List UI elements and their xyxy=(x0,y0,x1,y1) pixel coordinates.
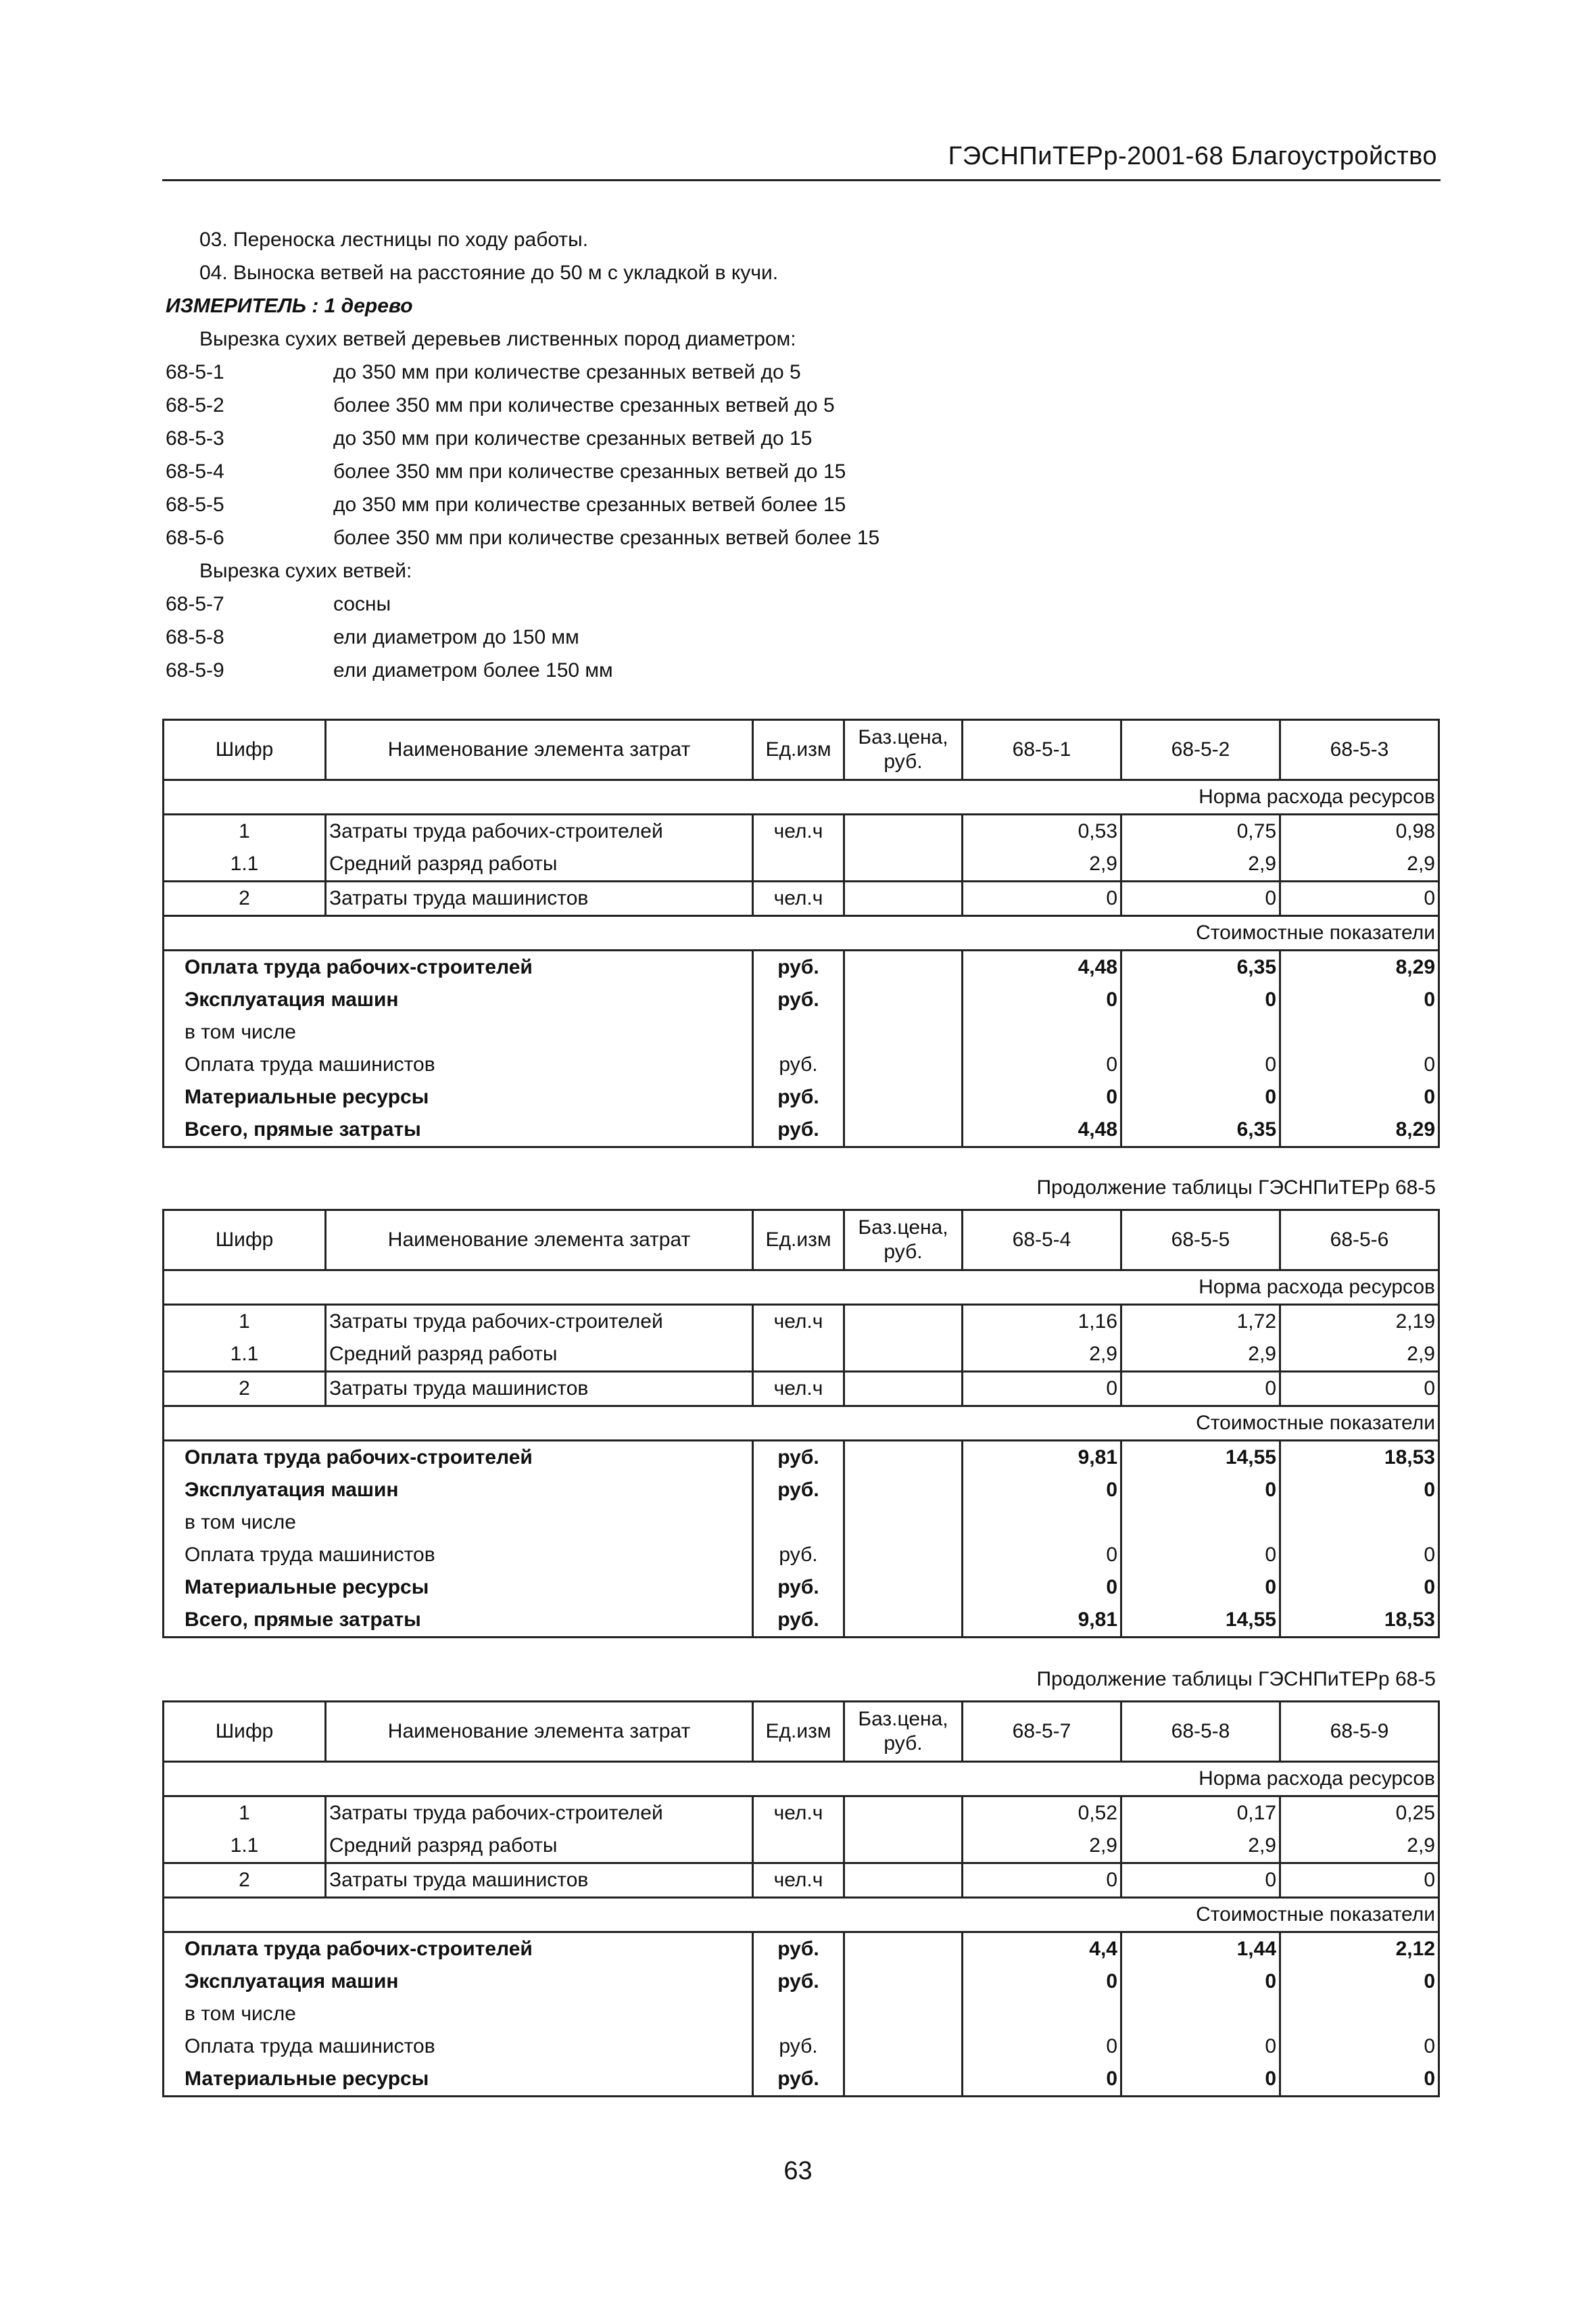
cost-unit: руб. xyxy=(753,2030,844,2063)
cost-name: Оплата труда машинистов xyxy=(164,1049,753,1081)
base-price-currency: руб. xyxy=(884,1732,923,1755)
row-name: Средний разряд работы xyxy=(326,1338,753,1372)
measure-unit: ИЗМЕРИТЕЛЬ : 1 дерево xyxy=(166,295,413,317)
work-description: более 350 мм при количестве срезанных ветвей более 15 xyxy=(333,527,880,549)
value-cell: 0,25 xyxy=(1395,1802,1435,1824)
row-name: Затраты труда рабочих-строителей xyxy=(326,1796,753,1830)
row-code: 1 xyxy=(164,1305,326,1339)
table-row xyxy=(164,1474,1439,1506)
row-name: Затраты труда машинистов xyxy=(326,1372,753,1406)
cost-unit: руб. xyxy=(753,1539,844,1571)
value-cell: 2,9 xyxy=(1121,1830,1280,1863)
section-row-costs xyxy=(164,1406,1439,1441)
row-code: 2 xyxy=(164,882,326,916)
value-cell: 0 xyxy=(963,2030,1121,2063)
table-row xyxy=(164,1338,1439,1372)
base-price-cell xyxy=(844,1441,963,1475)
cost-unit: руб. xyxy=(753,2063,844,2097)
row-code: 1.1 xyxy=(164,848,326,882)
value-cell: 8,29 xyxy=(1395,956,1435,978)
value-cell: 0 xyxy=(1121,1474,1280,1506)
value-cell: 6,35 xyxy=(1121,951,1280,984)
base-price-cell xyxy=(844,882,963,916)
row-unit xyxy=(753,1338,844,1372)
cost-unit: руб. xyxy=(753,984,844,1016)
work-step-item: 03. Переноска лестницы по ходу работы. xyxy=(199,229,589,251)
section-label: Норма расхода ресурсов xyxy=(164,1270,1439,1305)
table-row xyxy=(164,2030,1439,2063)
table-row xyxy=(164,1998,1439,2030)
table-row xyxy=(164,951,1439,984)
work-code: 68-5-1 xyxy=(166,361,224,383)
work-code: 68-5-6 xyxy=(166,527,224,549)
col-header-rate: 68-5-1 xyxy=(963,720,1121,780)
value-cell: 0 xyxy=(963,1372,1121,1406)
row-code: 2 xyxy=(164,1372,326,1406)
value-cell: 0,53 xyxy=(963,815,1121,849)
value-cell: 0 xyxy=(1424,2068,1435,2090)
work-description: до 350 мм при количестве срезанных ветвей до 15 xyxy=(333,427,813,450)
value-cell: 0 xyxy=(1121,1372,1280,1406)
col-header-base-price xyxy=(844,720,963,780)
base-price-label: Баз.цена, xyxy=(858,726,948,748)
value-cell: 2,19 xyxy=(1395,1310,1435,1333)
base-price-cell xyxy=(844,1372,963,1406)
value-cell xyxy=(1280,1016,1439,1049)
base-price-cell xyxy=(844,848,963,882)
value-cell xyxy=(963,1016,1121,1049)
section-row-norms xyxy=(164,1762,1439,1796)
table-row xyxy=(164,1305,1439,1339)
table-row xyxy=(164,815,1439,849)
value-cell: 0,52 xyxy=(963,1796,1121,1830)
work-item xyxy=(166,654,1450,687)
row-unit: чел.ч xyxy=(753,815,844,849)
col-header-rate: 68-5-5 xyxy=(1121,1210,1280,1270)
section-row-norms xyxy=(164,1270,1439,1305)
base-price-cell xyxy=(844,2030,963,2063)
resource-table-3 xyxy=(162,1700,1440,2097)
cost-unit: руб. xyxy=(753,1965,844,1998)
value-cell: 0 xyxy=(1280,1863,1439,1898)
value-cell: 0 xyxy=(1280,1372,1439,1406)
work-description: до 350 мм при количестве срезанных ветвей более 15 xyxy=(333,494,846,516)
work-description: более 350 мм при количестве срезанных ветвей до 5 xyxy=(333,394,835,416)
cost-unit xyxy=(753,1016,844,1049)
cost-name: Оплата труда рабочих-строителей xyxy=(164,951,753,984)
cost-unit: руб. xyxy=(753,1604,844,1638)
section-row-costs xyxy=(164,916,1439,951)
col-header-unit: Ед.изм xyxy=(753,1210,844,1270)
value-cell: 14,55 xyxy=(1121,1604,1280,1638)
row-code: 1 xyxy=(164,1796,326,1830)
value-cell: 2,9 xyxy=(963,1338,1121,1372)
value-cell xyxy=(1280,1506,1439,1539)
value-cell: 0 xyxy=(1121,882,1280,916)
table-row xyxy=(164,1016,1439,1049)
value-cell: 0 xyxy=(963,882,1121,916)
cost-unit: руб. xyxy=(753,1571,844,1604)
col-header-rate: 68-5-9 xyxy=(1280,1702,1439,1762)
value-cell: 0 xyxy=(1121,984,1280,1016)
work-item xyxy=(166,488,1450,521)
base-price-cell xyxy=(844,1604,963,1638)
base-price-cell xyxy=(844,1796,963,1830)
row-unit xyxy=(753,848,844,882)
work-code: 68-5-3 xyxy=(166,427,224,450)
value-cell: 0 xyxy=(1121,1049,1280,1081)
row-unit: чел.ч xyxy=(753,882,844,916)
value-cell: 0 xyxy=(1424,1576,1435,1598)
resource-table-1 xyxy=(162,719,1440,1148)
value-cell: 2,9 xyxy=(1121,1338,1280,1372)
value-cell xyxy=(1121,1016,1280,1049)
col-header-rate: 68-5-8 xyxy=(1121,1702,1280,1762)
value-cell: 9,81 xyxy=(963,1604,1121,1638)
base-price-cell xyxy=(844,1965,963,1998)
value-cell: 0,98 xyxy=(1395,820,1435,842)
value-cell: 1,44 xyxy=(1121,1932,1280,1966)
base-price-cell xyxy=(844,1305,963,1339)
work-code: 68-5-9 xyxy=(166,659,224,682)
value-cell xyxy=(1121,1506,1280,1539)
value-cell: 0 xyxy=(1424,2035,1435,2057)
table-row xyxy=(164,1863,1439,1898)
section-label: Стоимостные показатели xyxy=(164,1406,1439,1441)
table-continuation-label: Продолжение таблицы ГЭСНПиТЕРр 68-5 xyxy=(1036,1668,1436,1690)
base-price-cell xyxy=(844,1338,963,1372)
value-cell: 0 xyxy=(963,984,1121,1016)
work-item xyxy=(166,521,1450,554)
col-header-code: Шифр xyxy=(164,1210,326,1270)
row-name: Средний разряд работы xyxy=(326,848,753,882)
value-cell: 14,55 xyxy=(1121,1441,1280,1475)
row-code: 2 xyxy=(164,1863,326,1898)
cost-name: Всего, прямые затраты xyxy=(164,1114,753,1147)
col-header-name: Наименование элемента затрат xyxy=(326,720,753,780)
table-row xyxy=(164,1372,1439,1406)
value-cell: 0 xyxy=(1424,1053,1435,1076)
cost-name: Материальные ресурсы xyxy=(164,1571,753,1604)
col-header-code: Шифр xyxy=(164,720,326,780)
table-row xyxy=(164,1081,1439,1114)
value-cell xyxy=(1121,1998,1280,2030)
value-cell: 2,9 xyxy=(1407,853,1435,875)
value-cell: 0 xyxy=(1121,2030,1280,2063)
base-price-cell xyxy=(844,815,963,849)
value-cell: 0 xyxy=(963,1081,1121,1114)
work-description: более 350 мм при количестве срезанных ветвей до 15 xyxy=(333,460,846,483)
value-cell: 18,53 xyxy=(1384,1446,1435,1469)
value-cell: 0 xyxy=(963,1571,1121,1604)
row-name: Затраты труда машинистов xyxy=(326,882,753,916)
value-cell: 0 xyxy=(1424,988,1435,1011)
row-code: 1.1 xyxy=(164,1830,326,1863)
col-header-unit: Ед.изм xyxy=(753,1702,844,1762)
cost-unit: руб. xyxy=(753,1474,844,1506)
row-name: Средний разряд работы xyxy=(326,1830,753,1863)
value-cell xyxy=(963,1506,1121,1539)
cost-name: в том числе xyxy=(164,1998,753,2030)
resource-table-2 xyxy=(162,1209,1440,1638)
cost-unit: руб. xyxy=(753,1081,844,1114)
work-code: 68-5-7 xyxy=(166,593,224,615)
col-header-rate: 68-5-4 xyxy=(963,1210,1121,1270)
value-cell: 2,12 xyxy=(1395,1938,1435,1960)
base-price-cell xyxy=(844,1998,963,2030)
base-price-cell xyxy=(844,1474,963,1506)
cost-name: Эксплуатация машин xyxy=(164,1474,753,1506)
work-item xyxy=(166,588,1450,621)
table-row xyxy=(164,1114,1439,1147)
document-header-title: ГЭСНПиТЕРр-2001-68 Благоустройство xyxy=(948,142,1437,170)
work-item xyxy=(166,455,1450,488)
work-code: 68-5-4 xyxy=(166,460,224,483)
base-price-cell xyxy=(844,1863,963,1898)
base-price-label: Баз.цена, xyxy=(858,1216,948,1239)
work-description: ели диаметром более 150 мм xyxy=(333,659,613,682)
cost-name: в том числе xyxy=(164,1016,753,1049)
row-name: Затраты труда рабочих-строителей xyxy=(326,1305,753,1339)
section-row-costs xyxy=(164,1898,1439,1932)
value-cell xyxy=(963,1998,1121,2030)
row-code: 1 xyxy=(164,815,326,849)
row-name: Затраты труда машинистов xyxy=(326,1863,753,1898)
base-price-cell xyxy=(844,1016,963,1049)
base-price-cell xyxy=(844,1571,963,1604)
col-header-unit: Ед.изм xyxy=(753,720,844,780)
table-row xyxy=(164,1049,1439,1081)
value-cell: 8,29 xyxy=(1395,1118,1435,1141)
cost-name: Материальные ресурсы xyxy=(164,2063,753,2097)
col-header-base-price xyxy=(844,1210,963,1270)
value-cell: 0 xyxy=(1121,1539,1280,1571)
value-cell: 0,75 xyxy=(1121,815,1280,849)
base-price-cell xyxy=(844,1114,963,1147)
work-description: до 350 мм при количестве срезанных ветвей до 5 xyxy=(333,361,801,383)
value-cell: 4,4 xyxy=(963,1932,1121,1966)
section-label: Норма расхода ресурсов xyxy=(164,1762,1439,1796)
cost-unit: руб. xyxy=(753,1114,844,1147)
table-row xyxy=(164,2063,1439,2097)
value-cell: 2,9 xyxy=(1407,1834,1435,1857)
value-cell: 0 xyxy=(1280,882,1439,916)
row-unit: чел.ч xyxy=(753,1372,844,1406)
value-cell: 0 xyxy=(1121,1081,1280,1114)
col-header-code: Шифр xyxy=(164,1702,326,1762)
value-cell: 2,9 xyxy=(1407,1343,1435,1365)
row-code: 1.1 xyxy=(164,1338,326,1372)
base-price-cell xyxy=(844,2063,963,2097)
table-header-row xyxy=(164,720,1439,780)
col-header-base-price xyxy=(844,1702,963,1762)
value-cell: 4,48 xyxy=(963,951,1121,984)
work-description: ели диаметром до 150 мм xyxy=(333,626,579,648)
cost-unit: руб. xyxy=(753,1049,844,1081)
value-cell: 0 xyxy=(1424,1970,1435,1992)
value-cell: 0 xyxy=(963,1965,1121,1998)
value-cell: 2,9 xyxy=(1121,848,1280,882)
base-price-cell xyxy=(844,1539,963,1571)
value-cell: 0 xyxy=(963,1474,1121,1506)
base-price-cell xyxy=(844,1081,963,1114)
cost-name: Оплата труда рабочих-строителей xyxy=(164,1441,753,1475)
work-code: 68-5-2 xyxy=(166,394,224,416)
table-row xyxy=(164,984,1439,1016)
work-item xyxy=(166,356,1450,389)
cost-name: Оплата труда машинистов xyxy=(164,1539,753,1571)
cost-unit xyxy=(753,1998,844,2030)
value-cell: 1,16 xyxy=(963,1305,1121,1339)
cost-unit: руб. xyxy=(753,951,844,984)
table-row xyxy=(164,1506,1439,1539)
value-cell: 0 xyxy=(1424,1086,1435,1108)
col-header-rate: 68-5-2 xyxy=(1121,720,1280,780)
table-row xyxy=(164,1604,1439,1638)
value-cell xyxy=(1280,1998,1439,2030)
value-cell: 0 xyxy=(963,1863,1121,1898)
work-item xyxy=(166,422,1450,455)
table-header-row xyxy=(164,1702,1439,1762)
work-description: сосны xyxy=(333,593,391,615)
row-name: Затраты труда рабочих-строителей xyxy=(326,815,753,849)
col-header-name: Наименование элемента затрат xyxy=(326,1210,753,1270)
cost-name: Всего, прямые затраты xyxy=(164,1604,753,1638)
base-price-cell xyxy=(844,951,963,984)
table-row xyxy=(164,848,1439,882)
base-price-currency: руб. xyxy=(884,1241,923,1263)
table-row xyxy=(164,1441,1439,1475)
value-cell: 2,9 xyxy=(963,1830,1121,1863)
base-price-currency: руб. xyxy=(884,750,923,773)
value-cell: 1,72 xyxy=(1121,1305,1280,1339)
section-label: Стоимостные показатели xyxy=(164,916,1439,951)
value-cell: 0 xyxy=(1121,1571,1280,1604)
table-row xyxy=(164,1539,1439,1571)
group-title: Вырезка сухих ветвей деревьев лиственных пород диаметром: xyxy=(199,328,796,350)
value-cell: 0 xyxy=(1424,1544,1435,1566)
cost-name: Материальные ресурсы xyxy=(164,1081,753,1114)
cost-name: Оплата труда рабочих-строителей xyxy=(164,1932,753,1966)
value-cell: 0 xyxy=(963,1049,1121,1081)
col-header-name: Наименование элемента затрат xyxy=(326,1702,753,1762)
section-label: Норма расхода ресурсов xyxy=(164,780,1439,815)
header-divider xyxy=(162,179,1441,181)
group-title: Вырезка сухих ветвей: xyxy=(199,560,412,582)
table-header-row xyxy=(164,1210,1439,1270)
table-row xyxy=(164,1932,1439,1966)
table-row xyxy=(164,1965,1439,1998)
col-header-rate: 68-5-6 xyxy=(1280,1210,1439,1270)
col-header-rate: 68-5-7 xyxy=(963,1702,1121,1762)
row-unit: чел.ч xyxy=(753,1796,844,1830)
value-cell: 4,48 xyxy=(963,1114,1121,1147)
work-item xyxy=(166,621,1450,654)
base-price-cell xyxy=(844,984,963,1016)
base-price-cell xyxy=(844,1049,963,1081)
cost-unit: руб. xyxy=(753,1441,844,1475)
value-cell: 0 xyxy=(1121,2063,1280,2097)
value-cell: 0 xyxy=(963,2063,1121,2097)
cost-unit xyxy=(753,1506,844,1539)
table-continuation-label: Продолжение таблицы ГЭСНПиТЕРр 68-5 xyxy=(1036,1176,1436,1199)
base-price-cell xyxy=(844,1830,963,1863)
page-number: 63 xyxy=(783,2157,813,2185)
cost-name: Оплата труда машинистов xyxy=(164,2030,753,2063)
table-row xyxy=(164,1796,1439,1830)
value-cell: 0 xyxy=(1121,1863,1280,1898)
table-row xyxy=(164,1830,1439,1863)
value-cell: 9,81 xyxy=(963,1441,1121,1475)
section-row-norms xyxy=(164,780,1439,815)
base-price-cell xyxy=(844,1506,963,1539)
cost-name: Эксплуатация машин xyxy=(164,1965,753,1998)
value-cell: 6,35 xyxy=(1121,1114,1280,1147)
cost-name: в том числе xyxy=(164,1506,753,1539)
section-label: Стоимостные показатели xyxy=(164,1898,1439,1932)
value-cell: 0 xyxy=(1424,1479,1435,1501)
value-cell: 0 xyxy=(963,1539,1121,1571)
work-code: 68-5-5 xyxy=(166,494,224,516)
table-row xyxy=(164,1571,1439,1604)
table-row xyxy=(164,882,1439,916)
base-price-cell xyxy=(844,1932,963,1966)
row-unit: чел.ч xyxy=(753,1863,844,1898)
cost-unit: руб. xyxy=(753,1932,844,1966)
base-price-label: Баз.цена, xyxy=(858,1708,948,1730)
work-step-item: 04. Выноска ветвей на расстояние до 50 м с укладкой в кучи. xyxy=(199,262,779,284)
intro-section xyxy=(166,223,1450,687)
work-code: 68-5-8 xyxy=(166,626,224,648)
value-cell: 18,53 xyxy=(1384,1608,1435,1631)
row-unit xyxy=(753,1830,844,1863)
value-cell: 0,17 xyxy=(1121,1796,1280,1830)
cost-name: Эксплуатация машин xyxy=(164,984,753,1016)
row-unit: чел.ч xyxy=(753,1305,844,1339)
value-cell: 0 xyxy=(1121,1965,1280,1998)
work-item xyxy=(166,389,1450,422)
col-header-rate: 68-5-3 xyxy=(1280,720,1439,780)
value-cell: 2,9 xyxy=(963,848,1121,882)
